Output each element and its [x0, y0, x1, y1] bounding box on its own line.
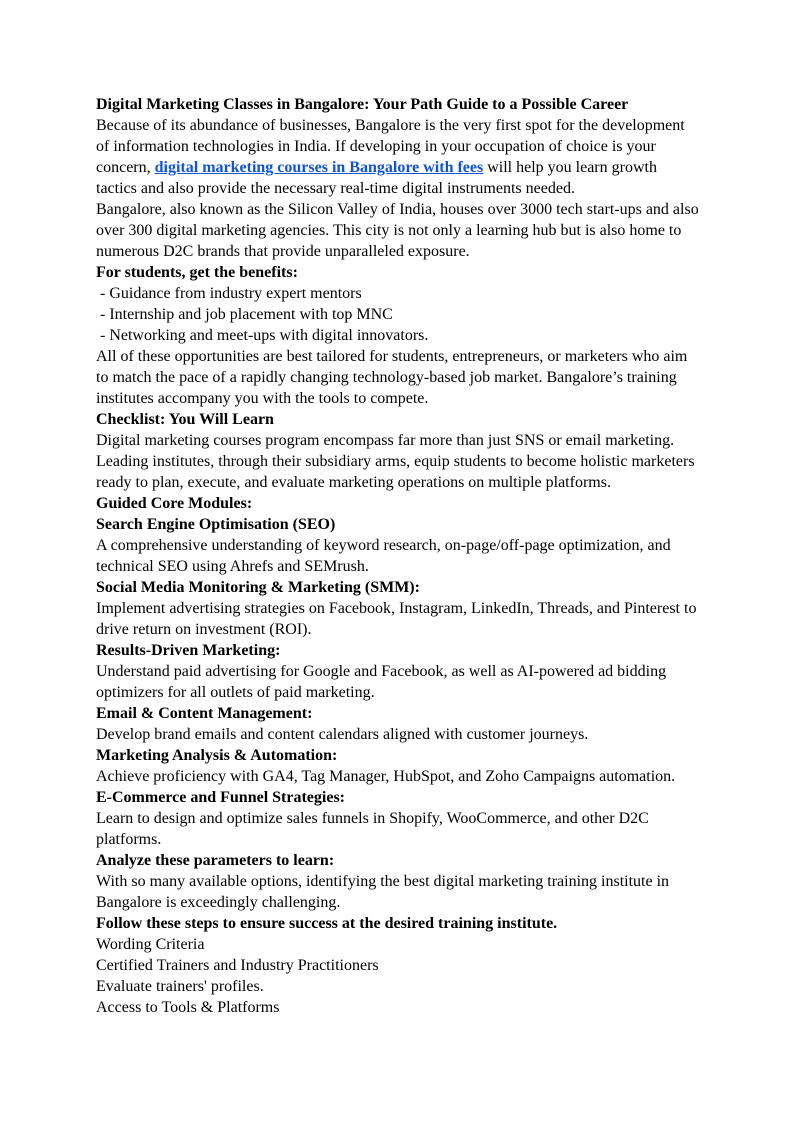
text-run: All of these opportunities are best tailored for students, entrepreneurs, or marketers who aim to match the pace of a rapidly changing technology-based job market. Bangalore’s training institutes accompany you with the tools to compete. — [96, 348, 692, 407]
text-run: Follow these steps to ensure success at the desired training institute. — [96, 915, 558, 932]
text-run: Access to Tools & Platforms — [96, 999, 280, 1016]
text-run: Social Media Monitoring & Marketing (SMM): — [96, 579, 420, 596]
text-run: Search Engine Optimisation (SEO) — [96, 516, 336, 533]
heading — [96, 514, 700, 535]
paragraph — [96, 199, 703, 262]
plain-line — [96, 976, 700, 997]
heading — [96, 493, 700, 514]
text-run: E-Commerce and Funnel Strategies: — [96, 789, 345, 806]
heading — [96, 94, 700, 115]
heading — [96, 409, 700, 430]
text-run: - Internship and job placement with top MNC — [96, 306, 393, 323]
text-run: Checklist: You Will Learn — [96, 411, 274, 428]
text-run: Achieve proficiency with GA4, Tag Manager, HubSpot, and Zoho Campaigns automation. — [96, 768, 676, 785]
text-run: Learn to design and optimize sales funnels in Shopify, WooCommerce, and other D2C platforms. — [96, 810, 653, 848]
text-run: Evaluate trainers' profiles. — [96, 978, 264, 995]
heading — [96, 913, 700, 934]
paragraph — [96, 766, 700, 787]
text-run: Guided Core Modules: — [96, 495, 253, 512]
text-run: Digital Marketing Classes in Bangalore: Your Path Guide to a Possible Career — [96, 96, 629, 113]
text-run: Results-Driven Marketing: — [96, 642, 281, 659]
bullet — [96, 283, 700, 304]
document-content — [96, 94, 703, 1018]
paragraph — [96, 535, 700, 577]
inline-link[interactable]: digital marketing courses in Bangalore with fees — [154, 159, 484, 176]
paragraph — [96, 808, 700, 850]
paragraph — [96, 871, 700, 913]
text-run: - Networking and meet-ups with digital innovators. — [96, 327, 429, 344]
heading — [96, 640, 700, 661]
heading — [96, 850, 700, 871]
heading — [96, 262, 700, 283]
text-run: A comprehensive understanding of keyword research, on-page/off-page optimization, and technical SEO using Ahrefs and SEMrush. — [96, 537, 675, 575]
bullet — [96, 304, 700, 325]
text-run: Digital marketing courses program encompass far more than just SNS or email marketing. Leading institutes, through their subsidiary arms, equip students to become holistic marketers ready to plan, execute, and evaluate marketing operations on multiple platforms. — [96, 432, 699, 491]
text-run: Marketing Analysis & Automation: — [96, 747, 338, 764]
text-run: Wording Criteria — [96, 936, 205, 953]
text-run: Analyze these parameters to learn: — [96, 852, 335, 869]
text-run: With so many available options, identifying the best digital marketing training institute in Bangalore is exceedingly challenging. — [96, 873, 674, 911]
heading — [96, 787, 700, 808]
bullet — [96, 325, 700, 346]
heading — [96, 577, 700, 598]
text-run: will help you learn growth tactics and also provide the necessary real-time digital instruments needed. — [96, 159, 661, 197]
paragraph — [96, 598, 700, 640]
paragraph — [96, 724, 700, 745]
paragraph — [96, 346, 700, 409]
text-run: Implement advertising strategies on Facebook, Instagram, LinkedIn, Threads, and Pinterest to drive return on investment (ROI). — [96, 600, 701, 638]
text-run: Certified Trainers and Industry Practitioners — [96, 957, 379, 974]
text-run: Understand paid advertising for Google and Facebook, as well as AI-powered ad bidding optimizers for all outlets of paid marketing. — [96, 663, 671, 701]
text-run: - Guidance from industry expert mentors — [96, 285, 362, 302]
paragraph — [96, 115, 700, 199]
text-run: Bangalore, also known as the Silicon Valley of India, houses over 3000 tech start-ups and also over 300 digital marketing agencies. This city is not only a learning hub but is also home to numerous D2C brands that provide unparalleled exposure. — [96, 201, 703, 260]
text-run: Email & Content Management: — [96, 705, 313, 722]
plain-line — [96, 997, 700, 1018]
paragraph — [96, 661, 700, 703]
plain-line — [96, 934, 700, 955]
text-run: Develop brand emails and content calendars aligned with customer journeys. — [96, 726, 589, 743]
heading — [96, 703, 700, 724]
text-run: For students, get the benefits: — [96, 264, 298, 281]
paragraph — [96, 430, 700, 493]
heading — [96, 745, 700, 766]
text-run: Because of its abundance of businesses, Bangalore is the very first spot for the development of information technologies in India. If developing in your occupation of choice is your concern, — [96, 117, 689, 176]
plain-line — [96, 955, 700, 976]
